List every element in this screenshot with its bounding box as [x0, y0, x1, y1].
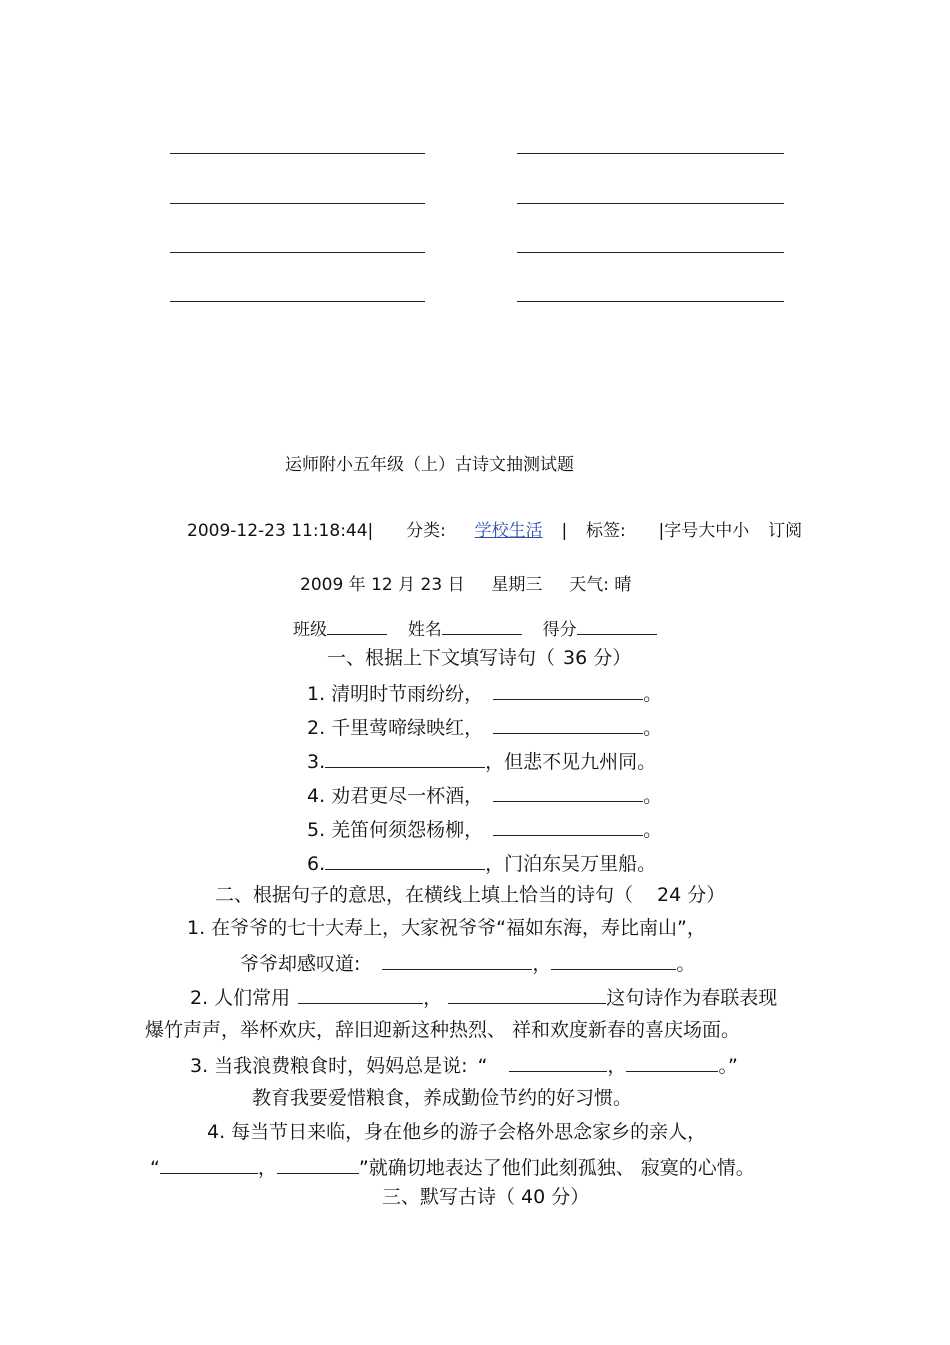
s1-item-5: 5. 羌笛何须怨杨柳， 。: [307, 815, 662, 843]
s2-q4-line2: “ ， ”就确切地表达了他们此刻孤独、 寂寞的心情。: [150, 1153, 755, 1181]
s2-q4-line1: 4. 每当节日来临，身在他乡的游子会格外思念家乡的亲人，: [207, 1121, 707, 1143]
s2-q1-line1: 1. 在爷爷的七十大寿上，大家祝爷爷“福如东海，寿比南山”，: [187, 917, 706, 939]
meta-line: [187, 518, 802, 544]
section2-heading: 二、根据句子的意思，在横线上填上恰当的诗句（ 24 分）: [215, 884, 726, 906]
font-size-label[interactable]: |字号大中小: [658, 521, 750, 541]
s1-item-4: 4. 劝君更尽一杯酒， 。: [307, 781, 662, 809]
s2-q2-line2: 爆竹声声，举杯欢庆，辞旧迎新这种热烈、 祥和欢度新春的喜庆场面。: [145, 1019, 741, 1041]
answer-rule: [170, 252, 425, 253]
s1-item-6: 6. ，门泊东吴万里船。: [307, 849, 656, 877]
answer-rule: [170, 153, 425, 154]
answer-blank[interactable]: [493, 815, 643, 836]
category-link[interactable]: 学校生活: [474, 521, 543, 541]
answer-blank[interactable]: [493, 713, 643, 734]
answer-rule: [517, 252, 784, 253]
answer-blank[interactable]: [493, 679, 643, 700]
separator: |: [561, 521, 568, 541]
answer-blank[interactable]: [551, 949, 676, 970]
answer-blank[interactable]: [298, 983, 423, 1004]
date-month-unit: 月: [398, 575, 416, 595]
weather: 天气: 晴: [569, 575, 632, 595]
answer-rule: [517, 153, 784, 154]
s2-q1-line2: 爷爷却感叹道: ， 。: [240, 949, 695, 977]
answer-blank[interactable]: [160, 1153, 258, 1174]
answer-blank[interactable]: [493, 781, 643, 802]
class-blank[interactable]: [327, 614, 387, 635]
answer-blank[interactable]: [325, 849, 485, 870]
answer-rule: [170, 203, 425, 204]
date-year: 2009: [300, 575, 344, 595]
section3-heading: 三、默写古诗（ 40 分）: [382, 1186, 590, 1208]
tags-label: 标签:: [586, 521, 626, 541]
info-fields: [293, 614, 657, 643]
s2-q3-line1: 3. 当我浪费粮食时，妈妈总是说: “ ， 。”: [190, 1051, 738, 1079]
answer-rule: [517, 203, 784, 204]
date-year-unit: 年: [348, 575, 366, 595]
page-title: 运师附小五年级（上）古诗文抽测试题: [285, 455, 574, 475]
class-label: 班级: [293, 620, 327, 640]
s1-item-1: 1. 清明时节雨纷纷， 。: [307, 679, 662, 707]
answer-rule: [170, 301, 425, 302]
answer-blank[interactable]: [448, 983, 606, 1004]
score-label: 得分: [542, 620, 577, 640]
answer-blank[interactable]: [509, 1051, 607, 1072]
answer-blank[interactable]: [382, 949, 532, 970]
s1-item-3: 3. ，但悲不见九州同。: [307, 747, 656, 775]
answer-blank[interactable]: [277, 1153, 359, 1174]
section1-heading: 一、根据上下文填写诗句（ 36 分）: [327, 647, 632, 669]
answer-rule: [517, 301, 784, 302]
subscribe-link[interactable]: 订阅: [768, 521, 803, 541]
date-month: 12: [371, 575, 393, 595]
answer-blank[interactable]: [626, 1051, 718, 1072]
s2-q3-line2: 教育我要爱惜粮食，养成勤俭节约的好习惯。: [252, 1087, 633, 1109]
s2-q2-line1: 2. 人们常用 ， 这句诗作为春联表现: [190, 983, 777, 1011]
timestamp: 2009-12-23 11:18:44|: [187, 521, 374, 541]
weekday: 星期三: [491, 575, 543, 595]
date-line: [300, 572, 631, 598]
date-day: 23: [420, 575, 443, 595]
name-blank[interactable]: [442, 614, 522, 635]
answer-blank[interactable]: [325, 747, 485, 768]
score-blank[interactable]: [577, 614, 657, 635]
category-label: 分类:: [406, 521, 446, 541]
name-label: 姓名: [407, 620, 442, 640]
date-day-unit: 日: [447, 575, 465, 595]
s1-item-2: 2. 千里莺啼绿映红， 。: [307, 713, 662, 741]
